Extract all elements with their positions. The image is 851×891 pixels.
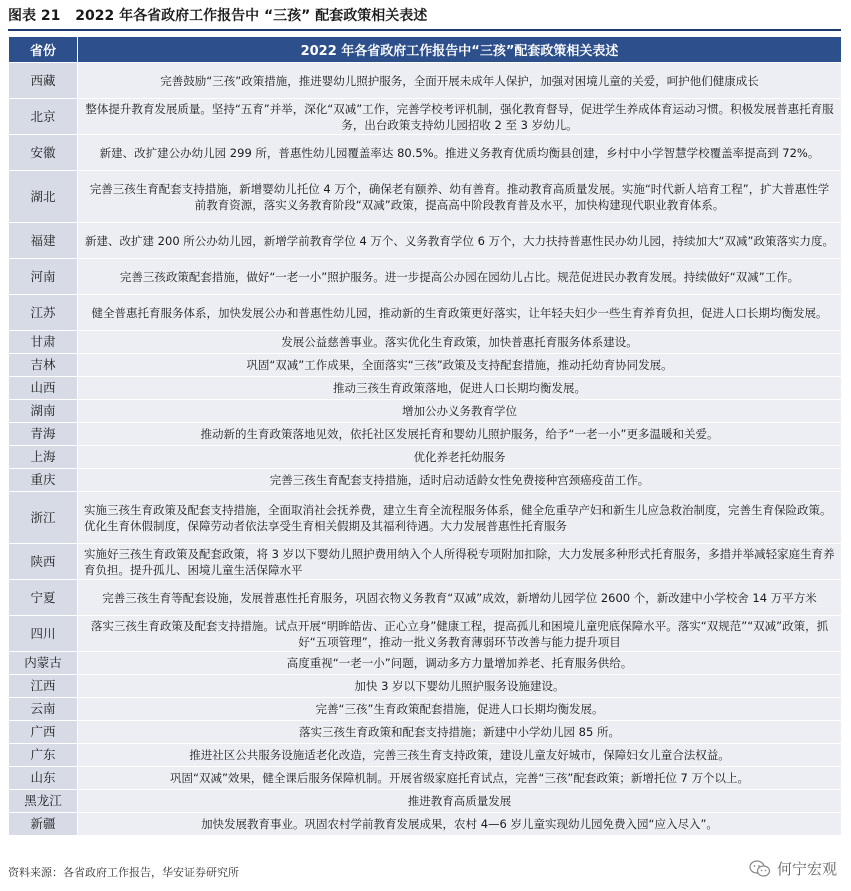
statement-cell: 完善三孩政策配套措施，做好“一老一小”照护服务。进一步提高公办园在园幼儿占比。规范促进民办教育发展。持续做好“双减”工作。 — [78, 259, 842, 295]
province-cell: 广西 — [9, 721, 78, 744]
statement-cell: 加快 3 岁以下婴幼儿照护服务设施建设。 — [78, 675, 842, 698]
statement-cell: 推进社区公共服务设施适老化改造，完善三孩生育支持政策，建设儿童友好城市，保障妇女儿童合法权益。 — [78, 744, 842, 767]
statement-cell: 实施三孩生育政策及配套支持措施，全面取消社会抚养费，建立生育全流程服务体系，健全危重孕产妇和新生儿应急救治制度，完善生育保险政策。优化生育休假制度，保障劳动者依法享受生育相关假期及其福利待遇。大力发展普惠性托育服务 — [78, 492, 842, 544]
table-row — [9, 295, 842, 331]
table-row — [9, 767, 842, 790]
province-cell: 浙江 — [9, 492, 78, 544]
table-row — [9, 63, 842, 99]
table-row — [9, 544, 842, 580]
table-row — [9, 377, 842, 400]
province-cell: 上海 — [9, 446, 78, 469]
column-header-statement: 2022 年各省政府工作报告中“三孩”配套政策相关表述 — [78, 37, 842, 63]
province-cell: 江苏 — [9, 295, 78, 331]
table-row — [9, 492, 842, 544]
statement-cell: 落实三孩生育政策和配套支持措施；新建中小学幼儿园 85 所。 — [78, 721, 842, 744]
policy-table — [8, 36, 842, 836]
table-row — [9, 259, 842, 295]
province-cell: 湖南 — [9, 400, 78, 423]
province-cell: 甘肃 — [9, 331, 78, 354]
table-row — [9, 721, 842, 744]
table-row — [9, 99, 842, 135]
province-cell: 福建 — [9, 223, 78, 259]
table-row — [9, 813, 842, 836]
statement-cell: 发展公益慈善事业。落实优化生育政策，加快普惠托育服务体系建设。 — [78, 331, 842, 354]
table-row — [9, 400, 842, 423]
province-cell: 新疆 — [9, 813, 78, 836]
wechat-icon — [749, 860, 771, 878]
figure-title — [8, 4, 439, 28]
table-row — [9, 171, 842, 223]
statement-cell: 新建、改扩建 200 所公办幼儿园，新增学前教育学位 4 万个、义务教育学位 6 万个，大力扶持普惠性民办幼儿园，持续加大“双减”政策落实力度。 — [78, 223, 842, 259]
table-row — [9, 423, 842, 446]
province-cell: 云南 — [9, 698, 78, 721]
table-row — [9, 223, 842, 259]
statement-cell: 落实三孩生育政策及配套支持措施。试点开展“明眸皓齿、正心立身”健康工程，提高孤儿和困境儿童兜底保障水平。落实“双规范”“双减”政策，抓好“五项管理”，推动一批义务教育薄弱环节改善与能力提升项目 — [78, 616, 842, 652]
table-row — [9, 354, 842, 377]
title-rule — [8, 29, 841, 31]
table-row — [9, 698, 842, 721]
province-cell: 青海 — [9, 423, 78, 446]
table-row — [9, 744, 842, 767]
province-cell: 重庆 — [9, 469, 78, 492]
table-row — [9, 135, 842, 171]
province-cell: 西藏 — [9, 63, 78, 99]
statement-cell: 实施好三孩生育政策及配套政策，将 3 岁以下婴幼儿照护费用纳入个人所得税专项附加扣除，大力发展多种形式托育服务，多措并举减轻家庭生育养育负担。提升孤儿、困境儿童生活保障水平 — [78, 544, 842, 580]
table-row — [9, 331, 842, 354]
statement-cell: 完善三孩生育配套支持措施，适时启动适龄女性免费接种宫颈癌疫苗工作。 — [78, 469, 842, 492]
statement-cell: 增加公办义务教育学位 — [78, 400, 842, 423]
table-body — [9, 63, 842, 836]
table-row — [9, 652, 842, 675]
statement-cell: 推动三孩生育政策落地，促进人口长期均衡发展。 — [78, 377, 842, 400]
statement-cell: 完善鼓励“三孩”政策措施，推进婴幼儿照护服务，全面开展未成年人保护，加强对困境儿童的关爱，呵护他们健康成长 — [78, 63, 842, 99]
figure-heading: 2022 年各省政府工作报告中 “三孩” 配套政策相关表述 — [75, 8, 428, 24]
statement-cell: 推进教育高质量发展 — [78, 790, 842, 813]
table-row — [9, 616, 842, 652]
province-cell: 山西 — [9, 377, 78, 400]
statement-cell: 完善三孩生育等配套设施，发展普惠性托育服务，巩固衣物义务教育“双减”成效，新增幼儿园学位 2600 个，新改建中小学校舍 14 万平方米 — [78, 580, 842, 616]
watermark — [749, 858, 837, 879]
statement-cell: 巩固“双减”工作成果，全面落实“三孩”政策及支持配套措施，推动托幼育协同发展。 — [78, 354, 842, 377]
province-cell: 内蒙古 — [9, 652, 78, 675]
province-cell: 湖北 — [9, 171, 78, 223]
watermark-text: 何宁宏观 — [776, 860, 837, 878]
province-cell: 宁夏 — [9, 580, 78, 616]
statement-cell: 新建、改扩建公办幼儿园 299 所，普惠性幼儿园覆盖率达 80.5%。推进义务教育优质均衡县创建，乡村中小学智慧学校覆盖率提高到 72%。 — [78, 135, 842, 171]
province-cell: 安徽 — [9, 135, 78, 171]
province-cell: 山东 — [9, 767, 78, 790]
statement-cell: 高度重视“一老一小”问题，调动多方力量增加养老、托育服务供给。 — [78, 652, 842, 675]
table-header-row — [9, 37, 842, 63]
figure-label: 图表 21 — [8, 8, 61, 24]
province-cell: 陕西 — [9, 544, 78, 580]
table-row — [9, 446, 842, 469]
statement-cell: 完善三孩生育配套支持措施，新增婴幼儿托位 4 万个，确保老有颐养、幼有善育。推动教育高质量发展。实施“时代新人培育工程”，扩大普惠性学前教育资源，落实义务教育阶段“双减”政策，提高高中阶段教育普及水平，加快构建现代职业教育体系。 — [78, 171, 842, 223]
table-row — [9, 580, 842, 616]
table-row — [9, 469, 842, 492]
statement-cell: 巩固“双减”效果，健全课后服务保障机制。开展省级家庭托育试点，完善“三孩”配套政策；新增托位 7 万个以上。 — [78, 767, 842, 790]
statement-cell: 推动新的生育政策落地见效，依托社区发展托育和婴幼儿照护服务，给予“一老一小”更多温暖和关爱。 — [78, 423, 842, 446]
province-cell: 黑龙江 — [9, 790, 78, 813]
table-row — [9, 675, 842, 698]
statement-cell: 优化养老托幼服务 — [78, 446, 842, 469]
province-cell: 河南 — [9, 259, 78, 295]
province-cell: 广东 — [9, 744, 78, 767]
statement-cell: 健全普惠托育服务体系，加快发展公办和普惠性幼儿园，推动新的生育政策更好落实，让年轻夫妇少一些生育养育负担，促进人口长期均衡发展。 — [78, 295, 842, 331]
table-row — [9, 790, 842, 813]
source-note: 资料来源：各省政府工作报告，华安证券研究所 — [8, 866, 239, 879]
province-cell: 北京 — [9, 99, 78, 135]
province-cell: 吉林 — [9, 354, 78, 377]
province-cell: 四川 — [9, 616, 78, 652]
province-cell: 江西 — [9, 675, 78, 698]
column-header-province: 省份 — [9, 37, 78, 63]
statement-cell: 加快发展教育事业。巩固农村学前教育发展成果，农村 4—6 岁儿童实现幼儿园免费入园“应入尽入”。 — [78, 813, 842, 836]
statement-cell: 整体提升教育发展质量。坚持“五育”并举，深化“双减”工作，完善学校考评机制，强化教育督导，促进学生养成体育运动习惯。积极发展普惠托育服务，出台政策支持幼儿园招收 2 至 3 岁幼儿。 — [78, 99, 842, 135]
statement-cell: 完善“三孩”生育政策配套措施，促进人口长期均衡发展。 — [78, 698, 842, 721]
